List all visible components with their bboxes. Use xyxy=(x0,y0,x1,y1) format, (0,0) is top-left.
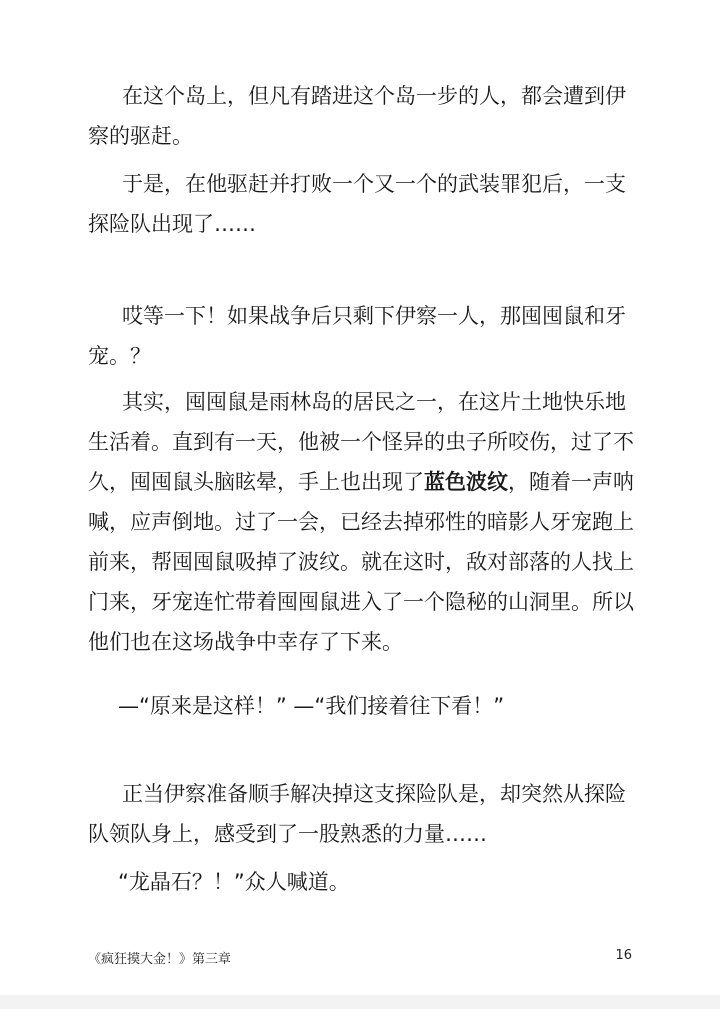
paragraph-1: 在这个岛上，但凡有踏进这个岛一步的人，都会遭到伊察的驱赶。 xyxy=(88,84,626,148)
paragraph-2: 于是，在他驱赶并打败一个又一个的武装罪犯后，一支探险队出现了…… xyxy=(88,172,626,236)
footer-page-number: 16 xyxy=(615,948,632,963)
paragraph-4 xyxy=(88,382,636,662)
paragraph-4-text-before: 其实，囤囤鼠是雨林岛的居民之一，在这片土地快乐地生活着。直到有一天，他被一个怪异的虫子所咬伤，过了不久，囤囤鼠头脑眩晕，手上也出现了 xyxy=(88,390,634,494)
paragraph-3: 哎等一下！如果战争后只剩下伊察一人，那囤囤鼠和牙宠。？ xyxy=(88,304,626,368)
paragraph-6: 正当伊察准备顺手解决掉这支探险队是，却突然从探险队领队身上，感受到了一股熟悉的力量…… xyxy=(88,782,626,846)
page-bottom-edge xyxy=(0,995,720,1009)
footer-book-title: 《疯狂摸大金！》第三章 xyxy=(88,952,232,967)
paragraph-5: —“原来是这样！” —“我们接着往下看！” xyxy=(118,694,505,718)
paragraph-7: “龙晶石？！”众人喊道。 xyxy=(118,870,350,894)
paragraph-4-bold-term: 蓝色波纹 xyxy=(424,470,508,494)
paragraph-4-text-after: ，随着一声呐喊，应声倒地。过了一会，已经去掉邪性的暗影人牙宠跑上前来，帮囤囤鼠吸掉了波纹。就在这时，敌对部落的人找上门来，牙宠连忙带着囤囤鼠进入了一个隐秘的山洞里。所以他们也在这场战争中幸存了下来。 xyxy=(88,470,634,654)
